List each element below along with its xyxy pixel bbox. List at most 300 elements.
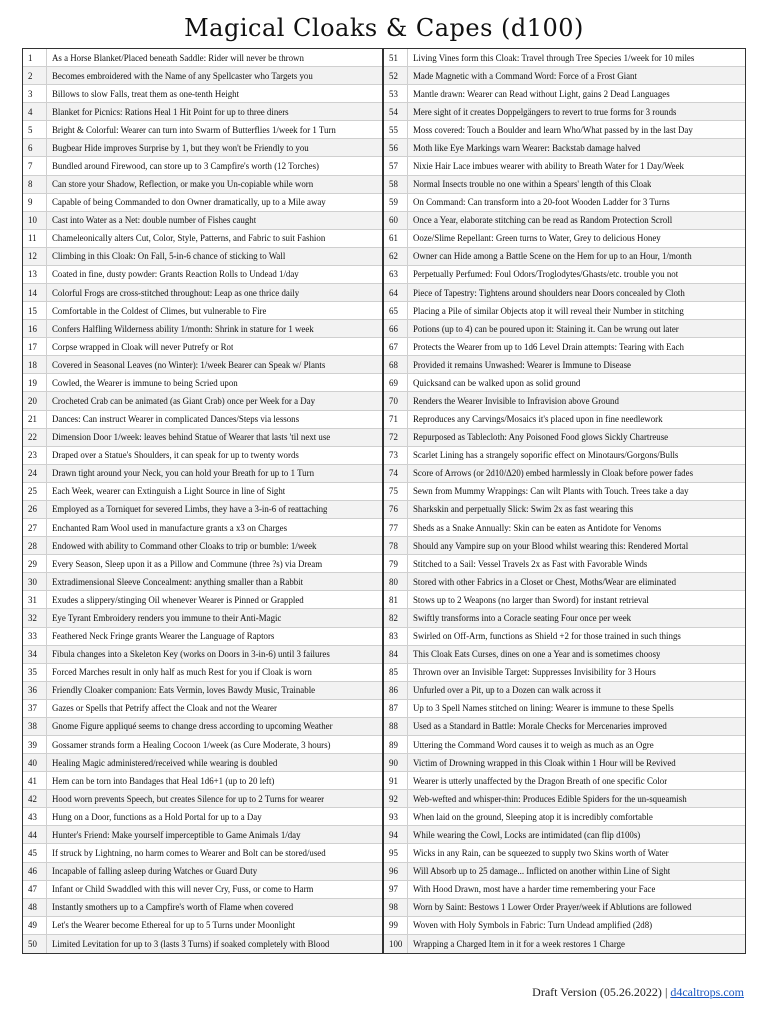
roll-number: 35	[23, 664, 47, 681]
roll-number: 76	[384, 501, 408, 518]
cloak-effect: Moth like Eye Markings warn Wearer: Backstab damage halved	[413, 142, 641, 153]
roll-number: 54	[384, 103, 408, 120]
roll-number: 47	[23, 881, 47, 898]
cloak-effect: Owner can Hide among a Battle Scene on the Hem for up to an Hour, 1/month	[413, 251, 692, 262]
roll-number: 88	[384, 718, 408, 735]
cloak-effect: Stitched to a Sail: Vessel Travels 2x as Fast with Favorable Winds	[413, 558, 648, 569]
cloak-effect: Fibula changes into a Skeleton Key (works on Doors in 3-in-6) until 3 failures	[52, 649, 330, 660]
table-row	[23, 338, 382, 356]
table-row	[384, 700, 745, 718]
cloak-effect: On Command: Can transform into a 20-foot Wooden Ladder for 3 Turns	[413, 197, 670, 208]
table-row	[384, 899, 745, 917]
table-row	[384, 826, 745, 844]
cloak-effect: Let's the Wearer become Ethereal for up to 5 Turns under Moonlight	[52, 920, 295, 931]
cloak-effect: Dimension Door 1/week: leaves behind Statue of Wearer that lasts 'til next use	[52, 432, 331, 443]
roll-number: 49	[23, 917, 47, 934]
roll-number: 7	[23, 157, 47, 174]
cloak-effect: Friendly Cloaker companion: Eats Vermin, loves Bawdy Music, Trainable	[52, 685, 316, 696]
table-row	[384, 157, 745, 175]
roll-number: 10	[23, 212, 47, 229]
cloaks-table	[22, 48, 746, 954]
roll-number: 41	[23, 772, 47, 789]
roll-number: 33	[23, 628, 47, 645]
roll-number: 69	[384, 374, 408, 391]
cloak-effect: Repurposed as Tablecloth: Any Poisoned Food glows Sickly Chartreuse	[413, 432, 669, 443]
cloak-effect: Enchanted Ram Wool used in manufacture grants a x3 on Charges	[52, 522, 288, 533]
table-row	[384, 863, 745, 881]
cloak-effect: Scarlet Lining has a strangely soporific effect on Minotaurs/Gorgons/Bulls	[413, 450, 679, 461]
table-row	[23, 700, 382, 718]
table-row	[384, 844, 745, 862]
table-row	[384, 628, 745, 646]
roll-number: 61	[384, 230, 408, 247]
table-row	[384, 935, 745, 953]
table-row	[384, 302, 745, 320]
table-row	[23, 429, 382, 447]
table-row	[384, 67, 745, 85]
cloak-effect: Can store your Shadow, Reflection, or make you Un-copiable while worn	[52, 179, 314, 190]
roll-number: 79	[384, 555, 408, 572]
roll-number: 16	[23, 320, 47, 337]
roll-number: 100	[384, 935, 408, 953]
cloak-effect: Victim of Drowning wrapped in this Cloak within 1 Hour will be Revived	[413, 757, 676, 768]
roll-number: 73	[384, 447, 408, 464]
page-title: Magical Cloaks & Capes (d100)	[184, 14, 584, 42]
cloak-effect: Dances: Can instruct Wearer in complicated Dances/Steps via lessons	[52, 414, 300, 425]
cloak-effect: Made Magnetic with a Command Word: Force of a Frost Giant	[413, 70, 637, 81]
cloak-effect: Endowed with ability to Command other Cloaks to trip or bumble: 1/week	[52, 540, 317, 551]
cloak-effect: Nixie Hair Lace imbues wearer with ability to Breath Water for 1 Day/Week	[413, 161, 684, 171]
cloak-effect: Will Absorb up to 25 damage... Inflicted on another within Line of Sight	[413, 866, 671, 877]
cloak-effect: Cast into Water as a Net: double number of Fishes caught	[52, 215, 257, 226]
table-row	[23, 935, 382, 953]
cloak-effect: Stows up to 2 Weapons (no larger than Sword) for instant retrieval	[413, 594, 649, 605]
cloak-effect: Blanket for Picnics: Rations Heal 1 Hit Point for up to three diners	[52, 106, 289, 117]
roll-number: 30	[23, 573, 47, 590]
roll-number: 8	[23, 176, 47, 193]
cloak-effect: Moss covered: Touch a Boulder and learn Who/What passed by in the last Day	[413, 124, 693, 135]
cloak-effect: Hunter's Friend: Make yourself imperceptible to Game Animals 1/day	[52, 829, 301, 840]
table-row	[384, 754, 745, 772]
table-row	[384, 392, 745, 410]
roll-number: 99	[384, 917, 408, 934]
roll-number: 63	[384, 266, 408, 283]
roll-number: 95	[384, 844, 408, 861]
table-row	[23, 754, 382, 772]
table-row	[384, 718, 745, 736]
cloak-effect: Billows to slow Falls, treat them as one-tenth Height	[52, 88, 240, 99]
cloak-effect: Limited Levitation for up to 3 (lasts 3 Turns) if soaked completely with Blood	[52, 938, 330, 949]
table-row	[23, 411, 382, 429]
table-row	[23, 320, 382, 338]
cloak-effect: This Cloak Eats Curses, dines on one a Year and is sometimes choosy	[413, 649, 661, 660]
cloak-effect: Cowled, the Wearer is immune to being Scried upon	[52, 377, 238, 388]
table-row	[384, 808, 745, 826]
roll-number: 71	[384, 411, 408, 428]
cloak-effect: Extradimensional Sleeve Concealment: anything smaller than a Rabbit	[52, 576, 304, 587]
roll-number: 86	[384, 682, 408, 699]
table-row	[23, 609, 382, 627]
roll-number: 19	[23, 374, 47, 391]
table-row	[23, 230, 382, 248]
table-row	[23, 826, 382, 844]
roll-number: 94	[384, 826, 408, 843]
table-row	[23, 447, 382, 465]
cloak-effect: Bundled around Firewood, can store up to 3 Campfire's worth (12 Torches)	[52, 161, 320, 171]
roll-number: 2	[23, 67, 47, 84]
table-row	[384, 121, 745, 139]
cloak-effect: Confers Halfling Wilderness ability 1/month: Shrink in stature for 1 week	[52, 323, 314, 334]
cloak-effect: Covered in Seasonal Leaves (no Winter): 1/week Bearer can Speak w/ Plants	[52, 359, 326, 370]
roll-number: 14	[23, 284, 47, 301]
table-row	[23, 266, 382, 284]
roll-number: 48	[23, 899, 47, 916]
footer	[532, 984, 744, 1000]
table-row	[384, 139, 745, 157]
cloak-effect: Renders the Wearer Invisible to Infravision above Ground	[413, 396, 619, 407]
cloak-effect: Wicks in any Rain, can be squeezed to supply two Skins worth of Water	[413, 847, 669, 858]
cloak-effect: Swiftly transforms into a Coracle seating Four once per week	[413, 612, 632, 623]
table-row	[384, 483, 745, 501]
table-row	[384, 320, 745, 338]
cloak-effect: Stored with other Fabrics in a Closet or Chest, Moths/Wear are eliminated	[413, 576, 677, 587]
cloak-effect: Uttering the Command Word causes it to weigh as much as an Ogre	[413, 739, 654, 750]
table-row	[384, 591, 745, 609]
roll-number: 20	[23, 392, 47, 409]
table-row	[384, 429, 745, 447]
table-row	[23, 284, 382, 302]
cloak-effect: Sharkskin and perpetually Slick: Swim 2x as fast wearing this	[413, 504, 634, 515]
roll-number: 80	[384, 573, 408, 590]
table-row	[384, 194, 745, 212]
cloak-effect: Hem can be torn into Bandages that Heal 1d6+1 (up to 20 left)	[52, 775, 275, 786]
roll-number: 60	[384, 212, 408, 229]
cloak-effect: Score of Arrows (or 2d10/Δ20) embed harmlessly in Cloak before power fades	[413, 468, 694, 479]
table-row	[23, 790, 382, 808]
roll-number: 81	[384, 591, 408, 608]
cloak-effect: Drawn tight around your Neck, you can hold your Breath for up to 1 Turn	[52, 468, 315, 479]
roll-number: 45	[23, 844, 47, 861]
table-row	[384, 85, 745, 103]
roll-number: 24	[23, 465, 47, 482]
table-row	[23, 85, 382, 103]
roll-number: 93	[384, 808, 408, 825]
roll-number: 13	[23, 266, 47, 283]
cloak-effect: Every Season, Sleep upon it as a Pillow and Commune (three ?s) via Dream	[52, 558, 323, 569]
table-row	[384, 646, 745, 664]
roll-number: 42	[23, 790, 47, 807]
roll-number: 6	[23, 139, 47, 156]
roll-number: 5	[23, 121, 47, 138]
roll-number: 96	[384, 863, 408, 880]
roll-number: 12	[23, 248, 47, 265]
cloak-effect: Draped over a Statue's Shoulders, it can speak for up to twenty words	[52, 450, 299, 461]
table-row	[23, 844, 382, 862]
cloak-effect: Reproduces any Carvings/Mosaics it's placed upon in fine needlework	[413, 414, 663, 425]
cloak-effect: Crocheted Crab can be animated (as Giant Crab) once per Week for a Day	[52, 396, 316, 407]
table-row	[23, 682, 382, 700]
roll-number: 55	[384, 121, 408, 138]
cloak-effect: Becomes embroidered with the Name of any Spellcaster who Targets you	[52, 70, 313, 81]
cloak-effect: Eye Tyrant Embroidery renders you immune to their Anti-Magic	[52, 612, 282, 623]
roll-number: 1	[23, 49, 47, 66]
roll-number: 98	[384, 899, 408, 916]
table-row	[384, 447, 745, 465]
table-row	[23, 772, 382, 790]
roll-number: 11	[23, 230, 47, 247]
table-row	[384, 248, 745, 266]
cloak-effect: Comfortable in the Coldest of Climes, but vulnerable to Fire	[52, 305, 267, 316]
table-row	[23, 501, 382, 519]
cloak-effect: Provided it remains Unwashed: Wearer is Immune to Disease	[413, 359, 631, 370]
roll-number: 38	[23, 718, 47, 735]
cloak-effect: Once a Year, elaborate stitching can be read as Random Protection Scroll	[413, 215, 673, 226]
roll-number: 92	[384, 790, 408, 807]
cloak-effect: Wrapping a Charged Item in it for a week restores 1 Charge	[413, 938, 625, 949]
roll-number: 46	[23, 863, 47, 880]
roll-number: 66	[384, 320, 408, 337]
cloak-effect: Perpetually Perfumed: Foul Odors/Troglodytes/Ghasts/etc. trouble you not	[413, 269, 679, 280]
roll-number: 51	[384, 49, 408, 66]
table-row	[384, 411, 745, 429]
cloak-effect: Worn by Saint: Bestows 1 Lower Order Prayer/week if Ablutions are followed	[413, 902, 692, 913]
cloak-effect: If struck by Lightning, no harm comes to Wearer and Bolt can be stored/used	[52, 847, 326, 858]
roll-number: 21	[23, 411, 47, 428]
cloak-effect: Ooze/Slime Repellant: Green turns to Water, Grey to delicious Honey	[413, 233, 661, 244]
cloak-effect: Gazes or Spells that Petrify affect the Cloak and not the Wearer	[52, 703, 277, 714]
table-row	[384, 501, 745, 519]
table-row	[23, 863, 382, 881]
cloak-effect: Mantle drawn: Wearer can Read without Light, gains 2 Dead Languages	[413, 88, 670, 99]
table-row	[384, 284, 745, 302]
table-row	[23, 591, 382, 609]
roll-number: 65	[384, 302, 408, 319]
table-row	[384, 465, 745, 483]
roll-number: 77	[384, 519, 408, 536]
roll-number: 78	[384, 537, 408, 554]
roll-number: 50	[23, 935, 47, 953]
table-row	[23, 157, 382, 175]
cloak-effect: Unfurled over a Pit, up to a Dozen can walk across it	[413, 685, 601, 696]
roll-number: 25	[23, 483, 47, 500]
table-row	[384, 212, 745, 230]
table-row	[384, 176, 745, 194]
table-row	[384, 519, 745, 537]
roll-number: 68	[384, 356, 408, 373]
roll-number: 43	[23, 808, 47, 825]
cloak-effect: Bugbear Hide improves Surprise by 1, but they won't be Friendly to you	[52, 142, 309, 153]
table-row	[384, 230, 745, 248]
table-row	[23, 881, 382, 899]
roll-number: 28	[23, 537, 47, 554]
cloak-effect: Each Week, wearer can Extinguish a Light Source in line of Sight	[52, 486, 286, 497]
roll-number: 70	[384, 392, 408, 409]
roll-number: 27	[23, 519, 47, 536]
table-row	[384, 356, 745, 374]
cloak-effect: Bright & Colorful: Wearer can turn into Swarm of Butterflies 1/week for 1 Turn	[52, 124, 336, 135]
table-row	[23, 465, 382, 483]
roll-number: 3	[23, 85, 47, 102]
roll-number: 90	[384, 754, 408, 771]
cloak-effect: Mere sight of it creates Doppelgängers to revert to true forms for 3 rounds	[413, 106, 677, 117]
roll-number: 29	[23, 555, 47, 572]
table-row	[384, 790, 745, 808]
roll-number: 87	[384, 700, 408, 717]
table-row	[23, 646, 382, 664]
roll-number: 72	[384, 429, 408, 446]
cloak-effect: Capable of being Commanded to don Owner dramatically, up to a Mile away	[52, 197, 326, 208]
table-row	[23, 176, 382, 194]
roll-number: 15	[23, 302, 47, 319]
cloak-effect: Placing a Pile of similar Objects atop it will reveal their Number in stitching	[413, 305, 684, 316]
roll-number: 31	[23, 591, 47, 608]
cloak-effect: Web-wefted and whisper-thin: Produces Edible Spiders for the un-squeamish	[413, 793, 687, 804]
cloak-effect: Colorful Frogs are cross-stitched throughout: Leap as one thrice daily	[52, 287, 300, 298]
table-row	[23, 899, 382, 917]
roll-number: 74	[384, 465, 408, 482]
cloak-effect: Infant or Child Swaddled with this will never Cry, Fuss, or come to Harm	[52, 884, 314, 895]
table-row	[384, 555, 745, 573]
table-row	[384, 573, 745, 591]
table-row	[23, 573, 382, 591]
roll-number: 53	[384, 85, 408, 102]
roll-number: 64	[384, 284, 408, 301]
roll-number: 57	[384, 157, 408, 174]
cloak-effect: Exudes a slippery/stinging Oil whenever Wearer is Pinned or Grappled	[52, 594, 304, 605]
cloak-effect: Instantly smothers up to a Campfire's worth of Flame when covered	[52, 902, 294, 913]
table-row	[384, 609, 745, 627]
roll-number: 56	[384, 139, 408, 156]
roll-number: 97	[384, 881, 408, 898]
table-row	[23, 194, 382, 212]
table-row	[384, 338, 745, 356]
table-row	[23, 555, 382, 573]
table-row	[23, 519, 382, 537]
table-column-right	[384, 49, 745, 953]
roll-number: 52	[384, 67, 408, 84]
cloak-effect: Living Vines form this Cloak: Travel through Tree Species 1/week for 10 miles	[413, 52, 695, 63]
cloak-effect: Piece of Tapestry: Tightens around shoulders near Doors concealed by Cloth	[413, 287, 685, 298]
table-row	[23, 248, 382, 266]
cloak-effect: Corpse wrapped in Cloak will never Putrefy or Rot	[52, 341, 234, 352]
table-row	[23, 121, 382, 139]
cloak-effect: Coated in fine, dusty powder: Grants Reaction Rolls to Undead 1/day	[52, 269, 299, 280]
table-row	[23, 356, 382, 374]
table-row	[23, 808, 382, 826]
roll-number: 9	[23, 194, 47, 211]
cloak-effect: Feathered Neck Fringe grants Wearer the Language of Raptors	[52, 631, 275, 642]
table-row	[384, 266, 745, 284]
cloak-effect: Woven with Holy Symbols in Fabric: Turn Undead amplified (2d8)	[413, 920, 653, 931]
table-row	[23, 917, 382, 935]
cloak-effect: Thrown over an Invisible Target: Suppresses Invisibility for 3 Hours	[413, 667, 656, 678]
table-row	[23, 537, 382, 555]
table-row	[384, 664, 745, 682]
cloak-effect: Used as a Standard in Battle: Morale Checks for Mercenaries improved	[413, 721, 667, 732]
cloak-effect: With Hood Drawn, most have a harder time remembering your Face	[413, 884, 656, 895]
cloak-effect: Up to 3 Spell Names stitched on lining: Wearer is immune to these Spells	[413, 703, 674, 714]
draft-version-text: Draft Version (05.26.2022)	[532, 985, 662, 999]
cloak-effect: Forced Marches result in only half as much Rest for you if Cloak is worn	[52, 667, 312, 678]
cloak-effect: Healing Magic administered/received while wearing is doubled	[52, 757, 278, 768]
cloak-effect: Sewn from Mummy Wrappings: Can wilt Plants with Touch. Trees take a day	[413, 486, 689, 497]
table-row	[23, 212, 382, 230]
roll-number: 32	[23, 609, 47, 626]
table-row	[384, 881, 745, 899]
cloak-effect: Employed as a Torniquet for severed Limbs, they have a 3-in-6 of reattaching	[52, 504, 328, 515]
cloak-effect: As a Horse Blanket/Placed beneath Saddle: Rider will never be thrown	[52, 52, 304, 63]
cloak-effect: Normal Insects trouble no one within a Spears' length of this Cloak	[413, 179, 652, 190]
cloak-effect: Incapable of falling asleep during Watches or Guard Duty	[52, 866, 258, 877]
roll-number: 62	[384, 248, 408, 265]
roll-number: 26	[23, 501, 47, 518]
roll-number: 36	[23, 682, 47, 699]
roll-number: 39	[23, 736, 47, 753]
cloak-effect: Potions (up to 4) can be poured upon it: Staining it. Can be wrung out later	[413, 323, 679, 334]
cloak-effect: Gossamer strands form a Healing Cocoon 1/week (as Cure Moderate, 3 hours)	[52, 739, 331, 750]
cloak-effect: Wearer is utterly unaffected by the Dragon Breath of one specific Color	[413, 775, 668, 786]
roll-number: 44	[23, 826, 47, 843]
site-link[interactable]: d4caltrops.com	[670, 985, 744, 999]
roll-number: 4	[23, 103, 47, 120]
cloak-effect: Should any Vampire sup on your Blood whilst wearing this: Rendered Mortal	[413, 540, 689, 551]
table-row	[23, 103, 382, 121]
roll-number: 18	[23, 356, 47, 373]
table-row	[23, 49, 382, 67]
roll-number: 34	[23, 646, 47, 663]
table-row	[23, 736, 382, 754]
roll-number: 17	[23, 338, 47, 355]
table-row	[23, 139, 382, 157]
table-row	[384, 374, 745, 392]
footer-separator: |	[664, 985, 668, 999]
table-row	[384, 49, 745, 67]
cloak-effect: Hood worn prevents Speech, but creates Silence for up to 2 Turns for wearer	[52, 793, 325, 804]
roll-number: 82	[384, 609, 408, 626]
cloak-effect: Protects the Wearer from up to 1d6 Level Drain attempts: Tearing with Each	[413, 341, 684, 352]
roll-number: 40	[23, 754, 47, 771]
cloak-effect: Climbing in this Cloak: On Fall, 5-in-6 chance of sticking to Wall	[52, 251, 286, 262]
cloak-effect: Chameleonically alters Cut, Color, Style, Patterns, and Fabric to suit Fashion	[52, 233, 326, 244]
table-row	[384, 772, 745, 790]
roll-number: 85	[384, 664, 408, 681]
table-row	[384, 682, 745, 700]
roll-number: 67	[384, 338, 408, 355]
table-row	[23, 392, 382, 410]
table-column-left	[23, 49, 384, 953]
table-row	[384, 736, 745, 754]
roll-number: 91	[384, 772, 408, 789]
table-row	[23, 664, 382, 682]
cloak-effect: Hung on a Door, functions as a Hold Portal for up to a Day	[52, 811, 262, 822]
table-row	[384, 537, 745, 555]
roll-number: 83	[384, 628, 408, 645]
roll-number: 89	[384, 736, 408, 753]
roll-number: 23	[23, 447, 47, 464]
roll-number: 75	[384, 483, 408, 500]
cloak-effect: Gnome Figure appliqué seems to change dress according to upcoming Weather	[52, 721, 333, 732]
roll-number: 59	[384, 194, 408, 211]
cloak-effect: Quicksand can be walked upon as solid ground	[413, 377, 581, 388]
table-row	[23, 374, 382, 392]
table-row	[23, 67, 382, 85]
cloak-effect: While wearing the Cowl, Locks are intimidated (can flip d100s)	[413, 829, 641, 840]
roll-number: 37	[23, 700, 47, 717]
table-row	[23, 628, 382, 646]
table-row	[23, 302, 382, 320]
roll-number: 22	[23, 429, 47, 446]
cloak-effect: Swirled on Off-Arm, functions as Shield +2 for those trained in such things	[413, 631, 681, 642]
